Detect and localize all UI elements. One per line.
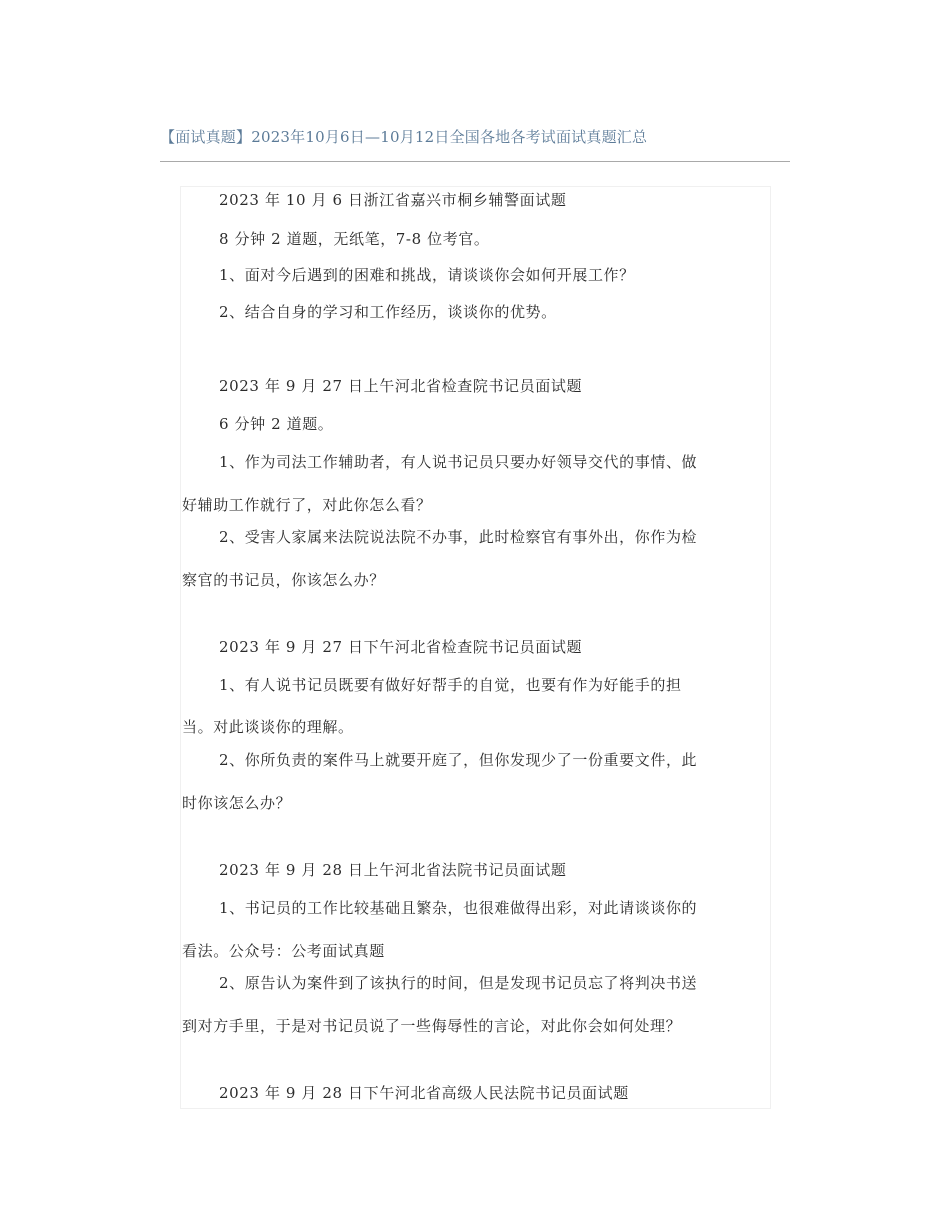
question-text-continued: 好辅助工作就行了，对此你怎么看？ [182,496,432,514]
question-text-continued: 当。对此谈谈你的理解。 [182,718,354,736]
question-text: 1、面对今后遇到的困难和挑战，请谈谈你会如何开展工作？ [219,266,635,284]
question-text-continued: 看法。公众号：公考面试真题 [182,942,385,960]
question-text-continued: 时你该怎么办？ [182,794,292,812]
question-text: 1、书记员的工作比较基础且繁杂，也很难做得出彩，对此请谈谈你的 [219,899,698,917]
question-text-continued: 到对方手里，于是对书记员说了一些侮辱性的言论，对此你会如何处理？ [182,1017,682,1035]
section-heading: 2023 年 9 月 28 日下午河北省高级人民法院书记员面试题 [219,1084,629,1102]
section-heading: 2023 年 9 月 28 日上午河北省法院书记员面试题 [219,861,567,879]
question-text: 2、原告认为案件到了该执行的时间，但是发现书记员忘了将判决书送 [219,974,698,992]
question-text: 2、你所负责的案件马上就要开庭了，但你发现少了一份重要文件，此 [219,751,698,769]
question-text: 2、受害人家属来法院说法院不办事，此时检察官有事外出，你作为检 [219,528,698,546]
question-text: 2、结合自身的学习和工作经历，谈谈你的优势。 [219,303,557,321]
section-note: 6 分钟 2 道题。 [219,415,334,433]
title-divider [160,161,790,162]
question-text: 1、有人说书记员既要有做好好帮手的自觉，也要有作为好能手的担 [219,676,682,694]
question-text-continued: 察官的书记员，你该怎么办？ [182,571,385,589]
section-note: 8 分钟 2 道题，无纸笔，7-8 位考官。 [219,230,490,248]
section-heading: 2023 年 10 月 6 日浙江省嘉兴市桐乡辅警面试题 [219,191,567,209]
document-title: 【面试真题】2023年10月6日—10月12日全国各地各考试面试真题汇总 [160,128,648,146]
question-text: 1、作为司法工作辅助者，有人说书记员只要办好领导交代的事情、做 [219,453,698,471]
section-heading: 2023 年 9 月 27 日上午河北省检查院书记员面试题 [219,377,583,395]
section-heading: 2023 年 9 月 27 日下午河北省检查院书记员面试题 [219,638,583,656]
